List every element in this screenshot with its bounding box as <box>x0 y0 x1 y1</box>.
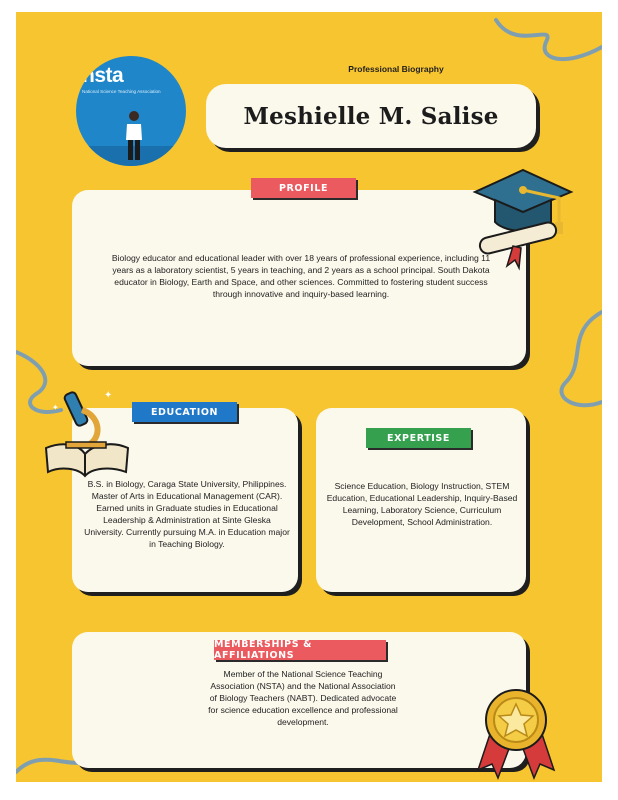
nsta-logo: nsta <box>82 64 124 87</box>
svg-text:✦: ✦ <box>104 390 113 401</box>
name-card <box>206 84 536 148</box>
graduation-cap-diploma-icon <box>471 162 576 272</box>
profile-photo <box>76 56 186 166</box>
microscope-book-icon <box>40 380 130 480</box>
memberships-text: Member of the National Science Teaching Association (NSTA) and the National Association of Biology Teachers (NABT). Dedicated advocate for science education excellence and professional development. <box>208 669 398 727</box>
profile-tag: PROFILE <box>251 178 356 198</box>
biography-page <box>16 12 602 782</box>
profile-text: Biology educator and educational leader with over 18 years of professional experience, including 11 years as a laboratory scientist, 5 years in teaching, and 2 years as a school principal. South Dakota educator in Biology, Earth and Space, and other sciences. Committed to fostering student success through innovative and inquiry-based learning. <box>111 253 491 299</box>
document-type-label: Professional Biography <box>348 64 444 74</box>
education-tag: EDUCATION <box>132 402 237 422</box>
award-medal-icon <box>476 684 556 782</box>
person-name: Meshielle M. Salise <box>243 102 499 130</box>
person-figure-icon <box>76 56 186 166</box>
education-text: B.S. in Biology, Caraga State University, Philippines. Master of Arts in Educational Management (CAR). Earned units in Graduate studies in Educational Leadership & Administration at Sinte Gleska University. Currently pursuing M.A. in Education major in Teaching Biology. <box>84 479 290 549</box>
svg-text:✦: ✦ <box>52 403 59 412</box>
memberships-tag: MEMBERSHIPS & AFFILIATIONS <box>214 640 386 660</box>
nsta-logo-subtext: National Science Teaching Association <box>82 89 161 94</box>
swirl-decoration-right <box>546 302 602 422</box>
expertise-text: Science Education, Biology Instruction, STEM Education, Educational Leadership, Inquiry-Based Learning, Laboratory Science, Curriculum Development, School Administration. <box>326 481 518 527</box>
expertise-tag: EXPERTISE <box>366 428 471 448</box>
